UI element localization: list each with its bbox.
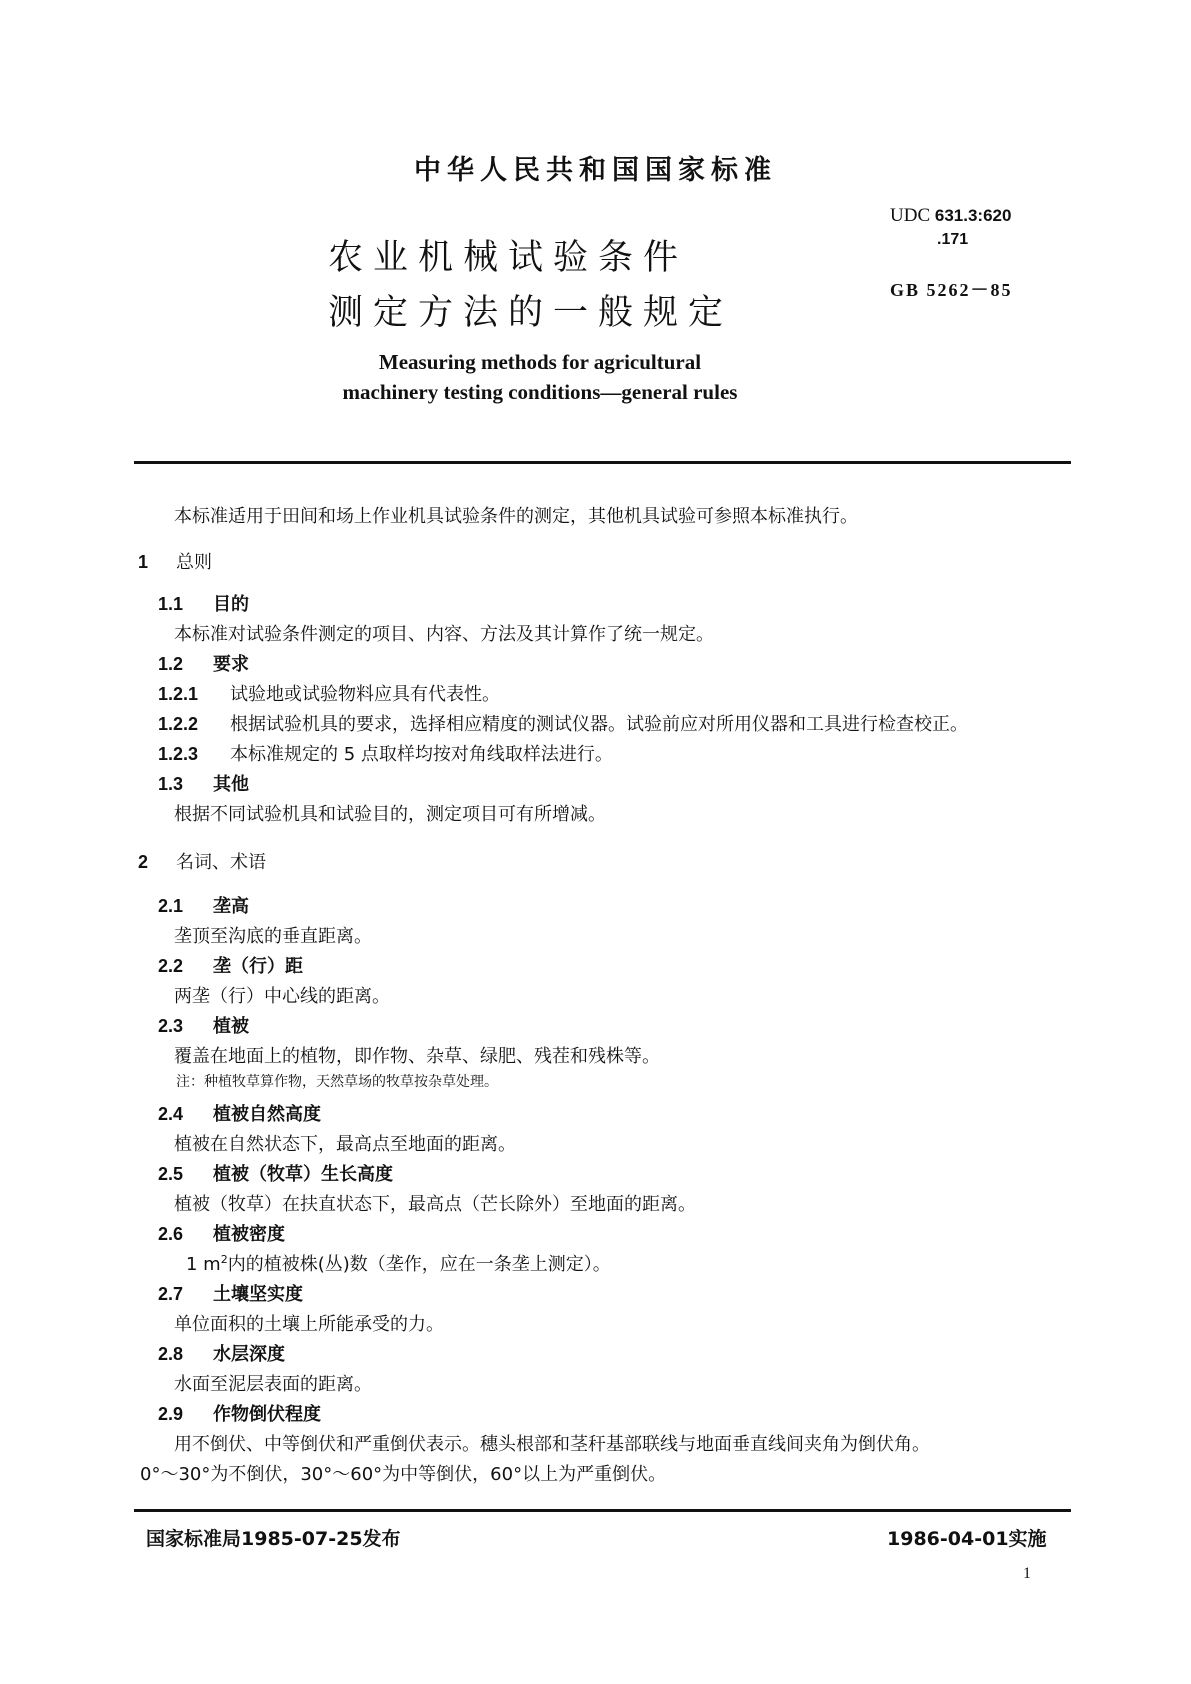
clause-1-2-2 bbox=[158, 710, 968, 736]
section-title: 土壤坚实度 bbox=[213, 1284, 303, 1305]
clause-number: 1.2.2 bbox=[158, 714, 199, 734]
section-title: 垄（行）距 bbox=[213, 956, 303, 977]
section-number: 1.2 bbox=[158, 654, 184, 674]
section-1-2-heading bbox=[158, 650, 249, 676]
section-title: 总则 bbox=[176, 552, 212, 573]
section-number: 2.9 bbox=[158, 1404, 184, 1424]
clause-1-2-1 bbox=[158, 680, 500, 706]
section-2-7-text: 单位面积的土壤上所能承受的力。 bbox=[174, 1314, 444, 1335]
clause-1-2-3 bbox=[158, 740, 613, 766]
document-title-cn-line1: 农业机械试验条件 bbox=[328, 238, 689, 278]
udc-number: 631.3:620 bbox=[934, 206, 1012, 225]
section-2-6-text bbox=[186, 1250, 611, 1276]
section-2-5-heading bbox=[158, 1160, 393, 1186]
section-1-3-text: 根据不同试验机具和试验目的，测定项目可有所增减。 bbox=[174, 804, 606, 825]
clause-text: 试验地或试验物料应具有代表性。 bbox=[230, 684, 500, 705]
superscript: 2 bbox=[220, 1253, 228, 1266]
section-1-3-heading bbox=[158, 770, 249, 796]
document-title-en-line2: machinery testing conditions—general rules bbox=[342, 380, 738, 404]
effective-date: 1986-04-01实施 bbox=[887, 1528, 1047, 1550]
section-title: 植被自然高度 bbox=[213, 1104, 321, 1125]
section-title: 植被密度 bbox=[213, 1224, 285, 1245]
document-title-cn-line2: 测定方法的一般规定 bbox=[328, 293, 734, 333]
section-2-1-text: 垄顶至沟底的垂直距离。 bbox=[174, 926, 372, 947]
section-number: 2.6 bbox=[158, 1224, 184, 1244]
section-2-3-heading bbox=[158, 1012, 249, 1038]
section-1-1-heading bbox=[158, 590, 249, 616]
section-title: 作物倒伏程度 bbox=[213, 1404, 321, 1425]
density-unit: 1 m bbox=[186, 1254, 221, 1275]
section-title: 垄高 bbox=[213, 896, 249, 917]
gb-standard-number: GB 5262－85 bbox=[890, 280, 1013, 300]
section-2-7-heading bbox=[158, 1280, 303, 1306]
issue-date: 国家标准局1985-07-25发布 bbox=[146, 1528, 401, 1550]
section-number: 2.8 bbox=[158, 1344, 184, 1364]
section-2-3-text: 覆盖在地面上的植物，即作物、杂草、绿肥、残茬和残株等。 bbox=[174, 1046, 660, 1067]
section-number: 2.3 bbox=[158, 1016, 184, 1036]
section-title: 植被（牧草）生长高度 bbox=[213, 1164, 393, 1185]
section-number: 2.1 bbox=[158, 896, 184, 916]
section-2-4-heading bbox=[158, 1100, 321, 1126]
section-2-2-heading bbox=[158, 952, 303, 978]
section-number: 1.1 bbox=[158, 594, 184, 614]
section-number: 2.7 bbox=[158, 1284, 184, 1304]
clause-number: 1.2.3 bbox=[158, 744, 199, 764]
document-title-en-line1: Measuring methods for agricultural bbox=[378, 350, 702, 374]
udc-label: UDC bbox=[890, 205, 931, 226]
section-1-1-text: 本标准对试验条件测定的项目、内容、方法及其计算作了统一规定。 bbox=[174, 624, 714, 645]
udc-number-continued: .171 bbox=[937, 231, 969, 248]
section-title: 要求 bbox=[213, 654, 249, 675]
header-divider bbox=[134, 461, 1071, 464]
section-2-9-text: 用不倒伏、中等倒伏和严重倒伏表示。穗头根部和茎秆基部联线与地面垂直线间夹角为倒伏角。 bbox=[174, 1434, 930, 1455]
section-2-8-text: 水面至泥层表面的距离。 bbox=[174, 1374, 372, 1395]
udc-code bbox=[890, 205, 1011, 227]
section-2-1-heading bbox=[158, 892, 249, 918]
section-2-9-text-continued: 0°～30°为不倒伏，30°～60°为中等倒伏，60°以上为严重倒伏。 bbox=[140, 1464, 667, 1485]
section-title: 水层深度 bbox=[213, 1344, 285, 1365]
section-2-6-heading bbox=[158, 1220, 285, 1246]
section-number: 2.5 bbox=[158, 1164, 184, 1184]
section-number: 2.4 bbox=[158, 1104, 184, 1124]
clause-text: 根据试验机具的要求，选择相应精度的测试仪器。试验前应对所用仪器和工具进行检查校正。 bbox=[230, 714, 968, 735]
section-number: 2.2 bbox=[158, 956, 184, 976]
clause-text: 本标准规定的 5 点取样均按对角线取样法进行。 bbox=[230, 744, 613, 765]
section-2-2-text: 两垄（行）中心线的距离。 bbox=[174, 986, 390, 1007]
section-title: 名词、术语 bbox=[176, 852, 266, 873]
section-2-9-heading bbox=[158, 1400, 321, 1426]
clause-number: 1.2.1 bbox=[158, 684, 199, 704]
section-2-heading bbox=[138, 848, 266, 874]
section-1-heading bbox=[138, 548, 212, 574]
intro-paragraph: 本标准适用于田间和场上作业机具试验条件的测定，其他机具试验可参照本标准执行。 bbox=[174, 506, 858, 527]
density-description: 内的植被株(丛)数（垄作，应在一条垄上测定）。 bbox=[227, 1254, 611, 1275]
section-2-8-heading bbox=[158, 1340, 285, 1366]
section-number: 1.3 bbox=[158, 774, 184, 794]
section-title: 其他 bbox=[213, 774, 249, 795]
section-title: 目的 bbox=[213, 594, 249, 615]
section-2-5-text: 植被（牧草）在扶直状态下，最高点（芒长除外）至地面的距离。 bbox=[174, 1194, 696, 1215]
section-title: 植被 bbox=[213, 1016, 249, 1037]
footer-divider bbox=[134, 1509, 1071, 1512]
section-number: 2 bbox=[138, 852, 149, 872]
page-number: 1 bbox=[1023, 1565, 1031, 1582]
section-2-4-text: 植被在自然状态下，最高点至地面的距离。 bbox=[174, 1134, 516, 1155]
section-2-3-note: 注：种植牧草算作物，天然草场的牧草按杂草处理。 bbox=[176, 1074, 498, 1090]
national-standard-heading: 中华人民共和国国家标准 bbox=[414, 155, 777, 186]
section-number: 1 bbox=[138, 552, 149, 572]
